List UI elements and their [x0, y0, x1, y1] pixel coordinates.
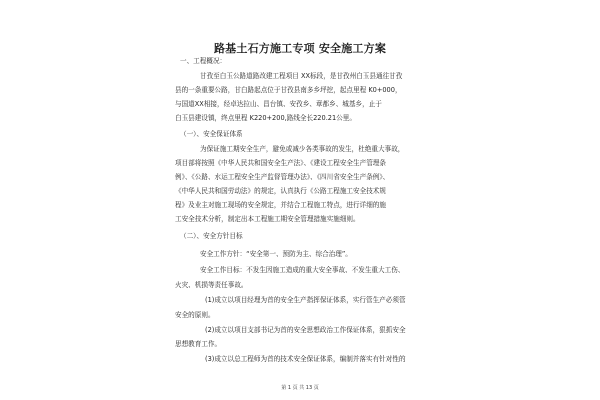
paragraph-line: 安全工作方针：“安全第一、预防为主、综合治理”。	[200, 250, 352, 258]
paragraph-line: 甘孜至白玉公路道路改建工程项目 XX标段，是甘孜州白玉县通往甘孜	[200, 72, 403, 80]
paragraph-line: 《中华人民共和国劳动法》的规定，认真执行《公路工程施工安全技术规	[175, 187, 386, 195]
paragraph-line: 思想教育工作。	[175, 340, 222, 348]
section-heading-overview: 一、工程概况：	[180, 57, 227, 65]
page-number-footer: 第 1 页 共 13 页	[281, 385, 319, 391]
paragraph-line: 安全的原则。	[175, 311, 215, 319]
paragraph-line: 白玉县建设镇，终点里程 K220+200,路线全长220.21公里。	[175, 114, 356, 122]
paragraph-line: 程》及业主对施工现场的安全规定，并结合工程施工特点，进行详细的施	[175, 201, 386, 209]
page-title: 路基土石方施工专项 安全施工方案	[213, 42, 387, 55]
paragraph-line: (3)成立以总工程师为首的技术安全保证体系，编制并落实有针对性的	[205, 355, 406, 363]
section-heading-safety-system: （一）、安全保证体系	[180, 130, 243, 138]
paragraph-line: (1)成立以项目经理为首的安全生产指挥保证体系，实行管生产必须管	[205, 296, 406, 304]
section-heading-safety-goals: （二）、安全方针目标	[180, 232, 243, 240]
paragraph-line: 项目部将按照《中华人民共和国安全生产法》、《建设工程安全生产管理条	[175, 159, 386, 167]
paragraph-line: 与国道XX相接，经卓达拉山、昌台镇、安孜乡、章都乡、城基乡，止于	[175, 100, 382, 108]
paragraph-line: 为保证施工期安全生产，避免或减少各类事故的发生，杜绝重大事故，	[200, 145, 405, 153]
paragraph-line: 火灾、机损等责任事故。	[175, 281, 248, 289]
paragraph-line: 安全工作目标：不发生因施工造成的重大安全事故、不发生重大工伤、	[200, 266, 405, 274]
paragraph-line: 工安全技术分析，制定出本工程施工期安全管理措施实施细则。	[175, 215, 360, 223]
paragraph-line: 县的一条重要公路，甘白路起点位于甘孜县南多乡坪挖，起点里程 K0+000，	[175, 86, 402, 94]
paragraph-line: 例》、《公路、水运工程安全生产监督管理办法》、《四川省安全生产条例》、	[175, 173, 390, 181]
paragraph-line: (2)成立以项目支部书记为首的安全思想政治工作保证体系，狠抓安全	[205, 326, 406, 334]
